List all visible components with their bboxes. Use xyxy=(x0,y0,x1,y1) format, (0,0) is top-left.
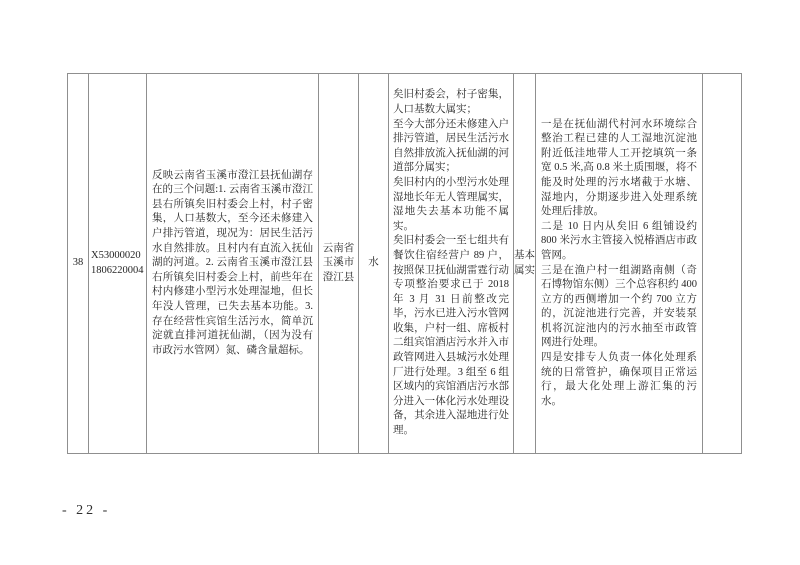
row-index: 38 xyxy=(72,257,84,269)
verification-paragraph: 矣旧村内的小型污水处理湿地长年无人管理属实，湿地失去基本功能不属实。 xyxy=(393,176,509,232)
measures-cell xyxy=(536,74,703,453)
verification-cell xyxy=(389,74,514,453)
complaint-text: 反映云南省玉溪市澄江县抚仙湖存在的三个问题:1. 云南省玉溪市澄江县右所镇矣旧村委会上村，村子密集，人口基数大，至今还未修建入户排污管道，现况为：居民生活污水自然排放。且村内有直流入抚仙湖的河道。2. 云南省玉溪市澄江县右所镇矣旧村委会上村，前些年在村内修建小型污水处理湿地，但长年没人管理，已失去基本功能。3. 存在经营性宾馆生活污水，简单沉淀就直排河道抚仙湖，（因为没有市政污水管网）氮、磷含量超标。 xyxy=(152,169,313,356)
measures-paragraph: 二是 10 日内从矣旧 6 组铺设约 800 米污水主管接入悦椿酒店市政管网。 xyxy=(541,220,697,261)
complaint-cell xyxy=(147,74,319,453)
complaint-table-row xyxy=(67,73,742,454)
measures-paragraph: 一是在抚仙湖代村河水环境综合整治工程已建的人工湿地沉淀池附近低洼地带人工开挖填筑一条宽 0.5 米,高 0.8 米土质围堰，将不能及时处理的污水堵截于水塘、湿地内，分期逐步进入处理系统处理后排放。 xyxy=(541,118,697,218)
region-line-county: 澄江县 xyxy=(322,271,355,283)
measures-paragraph: 四是安排专人负责一体化处理系统的日常管护，确保项目正常运行，最大化处理上游汇集的污水。 xyxy=(541,352,697,407)
row-index-cell xyxy=(68,74,89,453)
verification-result-cell xyxy=(514,74,536,453)
pollution-type: 水 xyxy=(368,257,379,269)
region-line-city: 玉溪市 xyxy=(322,257,355,269)
pollution-type-cell xyxy=(359,74,389,453)
region-line-province: 云南省 xyxy=(322,242,355,254)
verification-result-line: 基本 xyxy=(514,249,535,261)
verification-result-line: 属实 xyxy=(514,264,535,276)
verification-paragraph: 矣旧村委会一至七组共有餐饮住宿经营户 89 户，按照保卫抚仙湖雷霆行动专项整治要求已于 2018 年 3 月 31 日前整改完毕，污水已进入污水管网收集，户村一组、席板村二组宾馆酒店污水并入市政管网进入县城污水处理厂进行处理。3 组至 6 组区域内的宾馆酒店污水部分进入一体化污水处理设备，其余进入湿地进行处理。 xyxy=(393,235,509,437)
region-cell xyxy=(319,74,359,453)
page-number: - 22 - xyxy=(62,503,111,518)
verification-paragraph: 至今大部分还未修建入户排污管道，居民生活污水自然排放流入抚仙湖的河道部分属实； xyxy=(393,118,509,174)
verification-paragraph: 矣旧村委会，村子密集，人口基数大属实； xyxy=(393,89,509,115)
acceptance-id: X530000201806220004 xyxy=(91,249,144,276)
measures-paragraph: 三是在渔户村一组湖路南侧（奇石博物馆东侧）三个总容积约 400 立方的西侧增加一个约 700 立方的，沉淀池进行完善，并安装泵机将沉淀池内的污水抽至市政管网进行处理。 xyxy=(541,264,697,349)
blank-cell xyxy=(703,74,741,453)
acceptance-id-cell xyxy=(89,74,147,453)
